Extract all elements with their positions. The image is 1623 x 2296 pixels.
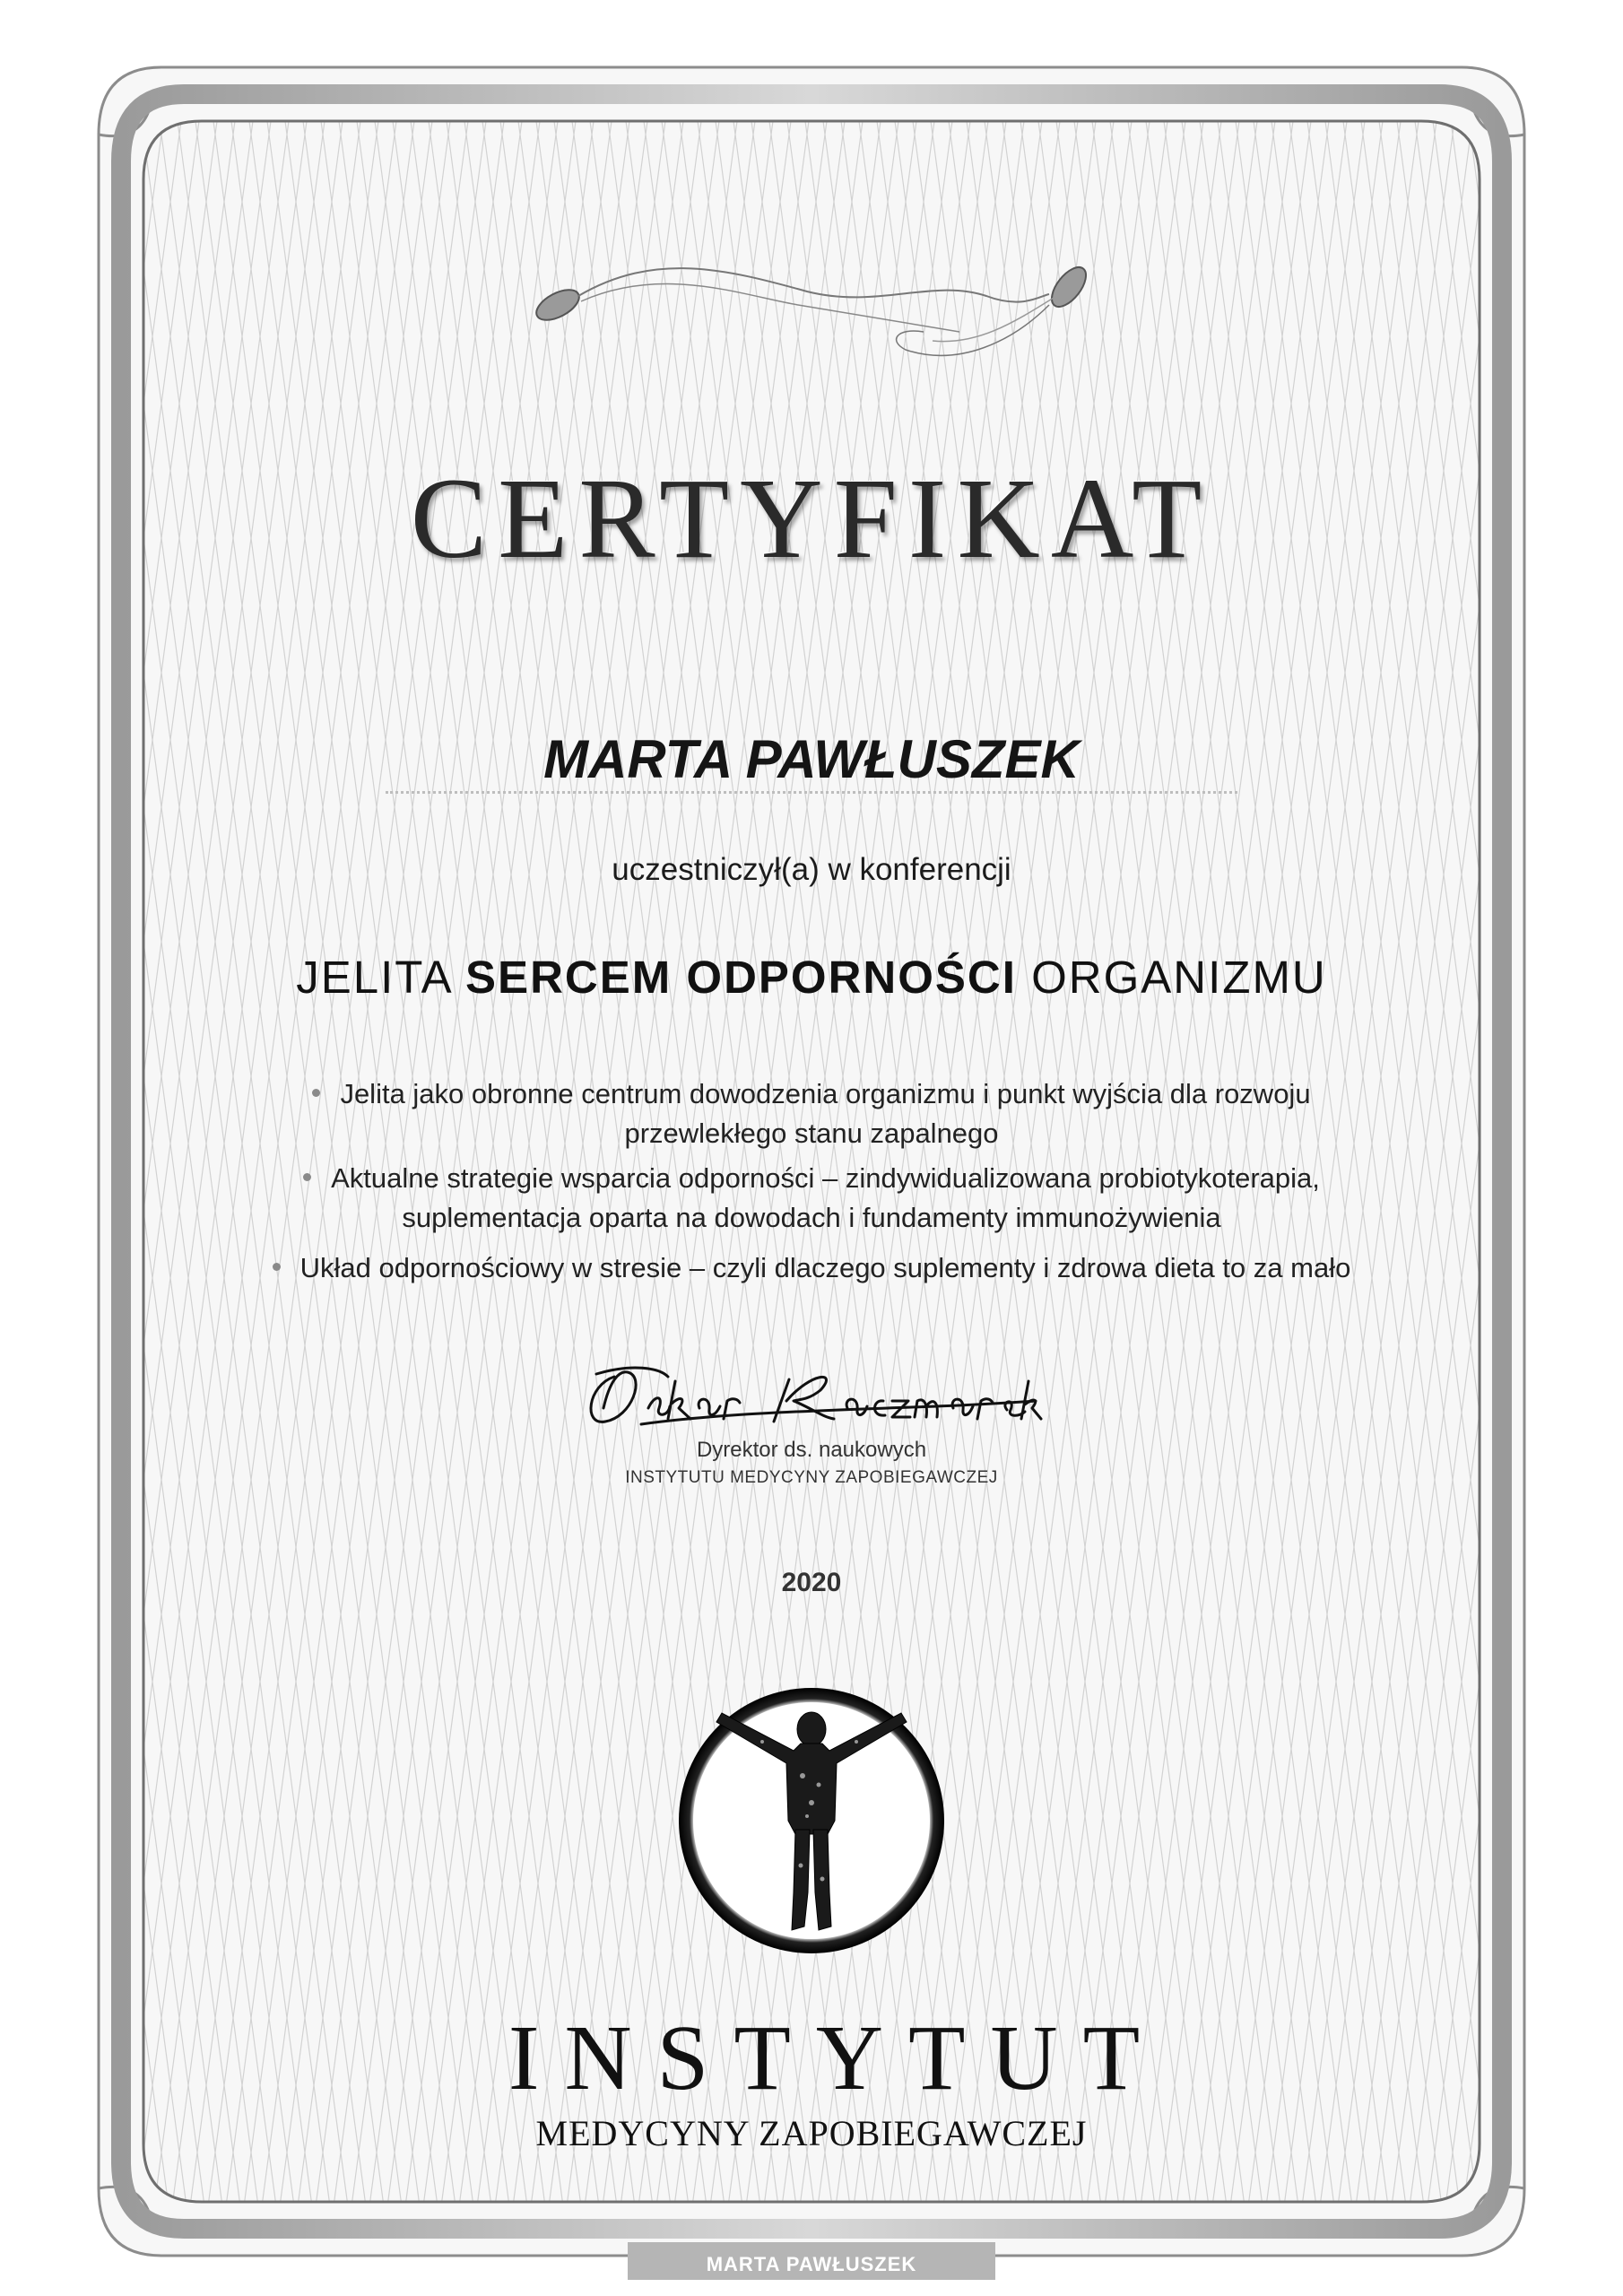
institute-name: INSTYTUT	[508, 2006, 1166, 2109]
signature	[578, 1345, 1045, 1435]
institute-logo	[677, 1686, 946, 1955]
certificate-year: 2020	[781, 1568, 842, 1597]
topic-line: Aktualne strategie wsparcia odporności – zindywidualizowana probiotykoterapia,	[331, 1162, 1320, 1194]
bacteria-illustration	[511, 242, 1112, 386]
bullet-icon	[312, 1089, 320, 1097]
bullet-icon	[303, 1173, 311, 1181]
topic-line: suplementacja oparta na dowodach i fundamenty immunożywienia	[402, 1202, 1221, 1233]
dotted-divider	[386, 791, 1237, 794]
topic-item	[215, 1074, 1408, 1153]
signer-role: Dyrektor ds. naukowych	[696, 1438, 927, 1462]
institute-subtitle: MEDYCYNY ZAPOBIEGAWCZEJ	[535, 2113, 1088, 2153]
conference-title-part1: JELITA	[296, 952, 466, 1003]
conference-title-bold: SERCEM ODPORNOŚCI	[465, 952, 1017, 1003]
topic-item	[215, 1248, 1408, 1288]
conference-title	[0, 951, 1623, 1004]
topic-line: przewlekłego stanu zapalnego	[624, 1118, 999, 1149]
topic-line: Jelita jako obronne centrum dowodzenia organizmu i punkt wyjścia dla rozwoju	[340, 1078, 1311, 1109]
signer-organization: INSTYTUTU MEDYCYNY ZAPOBIEGAWCZEJ	[625, 1468, 998, 1487]
participation-text: uczestniczył(a) w konferencji	[612, 852, 1011, 887]
topic-line: Układ odpornościowy w stresie – czyli dlaczego suplementy i zdrowa dieta to za mało	[299, 1252, 1351, 1283]
topic-item	[215, 1159, 1408, 1238]
footer-recipient-name: MARTA PAWŁUSZEK	[706, 2253, 917, 2275]
certificate-title: CERTYFIKAT	[410, 455, 1213, 582]
bullet-icon	[273, 1263, 281, 1271]
recipient-name: MARTA PAWŁUSZEK	[543, 729, 1080, 789]
conference-title-part3: ORGANIZMU	[1016, 952, 1327, 1003]
